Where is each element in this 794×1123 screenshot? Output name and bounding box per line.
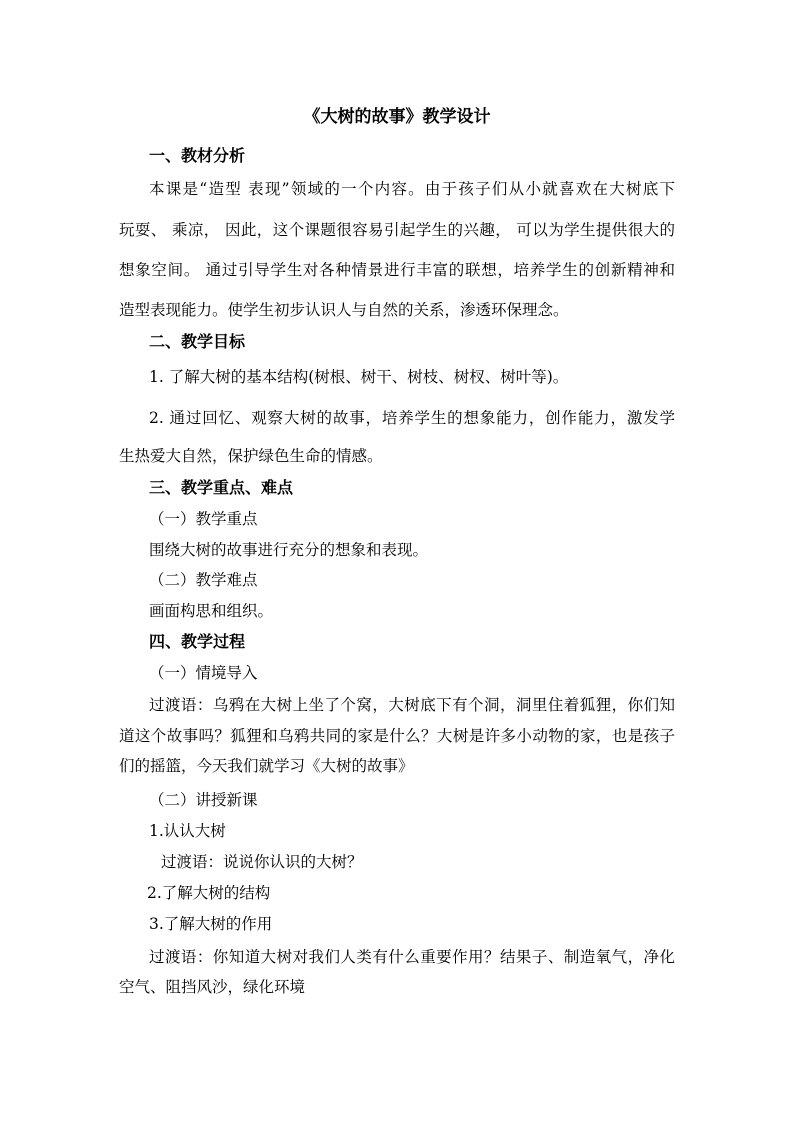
- subheading-new-lesson: （二）讲授新课: [149, 791, 258, 809]
- lesson-step: 3.了解大树的作用: [149, 915, 273, 933]
- paragraph-line: 围绕大树的故事进行充分的想象和表现。: [149, 541, 429, 559]
- section-heading-textbook-analysis: 一、教材分析: [149, 146, 246, 165]
- paragraph-line: 想象空间。 通过引导学生对各种情景进行丰富的联想，培养学生的创新精神和: [119, 261, 675, 279]
- subheading-difficult-point: （二）教学难点: [149, 571, 258, 589]
- section-heading-key-points: 三、教学重点、难点: [149, 478, 294, 497]
- document-title: 《大树的故事》教学设计: [303, 107, 491, 127]
- paragraph-line: 过渡语：你知道大树对我们人类有什么重要作用？结果子、制造氧气，净化: [149, 948, 675, 966]
- lesson-step: 2.了解大树的结构: [147, 884, 271, 902]
- goal-item-continued: 生热爱大自然，保护绿色生命的情感。: [119, 447, 383, 465]
- paragraph-line: 们的摇篮，今天我们就学习《大树的故事》: [119, 757, 414, 775]
- paragraph-line: 造型表现能力。使学生初步认识人与自然的关系，渗透环保理念。: [119, 301, 569, 319]
- paragraph-line: 道这个故事吗？狐狸和乌鸦共同的家是什么？大树是许多小动物的家，也是孩子: [119, 727, 675, 745]
- goal-item: 1. 了解大树的基本结构(树根、树干、树枝、树杈、树叶等)。: [149, 368, 569, 386]
- section-heading-teaching-goals: 二、教学目标: [149, 332, 246, 351]
- paragraph-line: 画面构思和组织。: [149, 602, 274, 620]
- paragraph-line: 过渡语：乌鸦在大树上坐了个窝，大树底下有个洞，洞里住着狐狸，你们知: [149, 696, 675, 714]
- lesson-step: 1.认认大树: [149, 822, 226, 840]
- subheading-situation-intro: （一）情境导入: [149, 664, 258, 682]
- paragraph-line: 过渡语：说说你认识的大树？: [161, 853, 363, 871]
- paragraph-line: 玩耍、 乘凉， 因此，这个课题很容易引起学生的兴趣， 可以为学生提供很大的: [119, 221, 675, 239]
- paragraph-line: 空气、阻挡风沙，绿化环境: [119, 978, 306, 996]
- section-heading-teaching-process: 四、教学过程: [149, 632, 246, 651]
- paragraph-line: 本课是“造型 表现”领域的一个内容。由于孩子们从小就喜欢在大树底下: [149, 180, 675, 198]
- goal-item: 2. 通过回忆、观察大树的故事，培养学生的想象能力，创作能力，激发学: [149, 409, 675, 427]
- subheading-key-point: （一）教学重点: [149, 510, 258, 528]
